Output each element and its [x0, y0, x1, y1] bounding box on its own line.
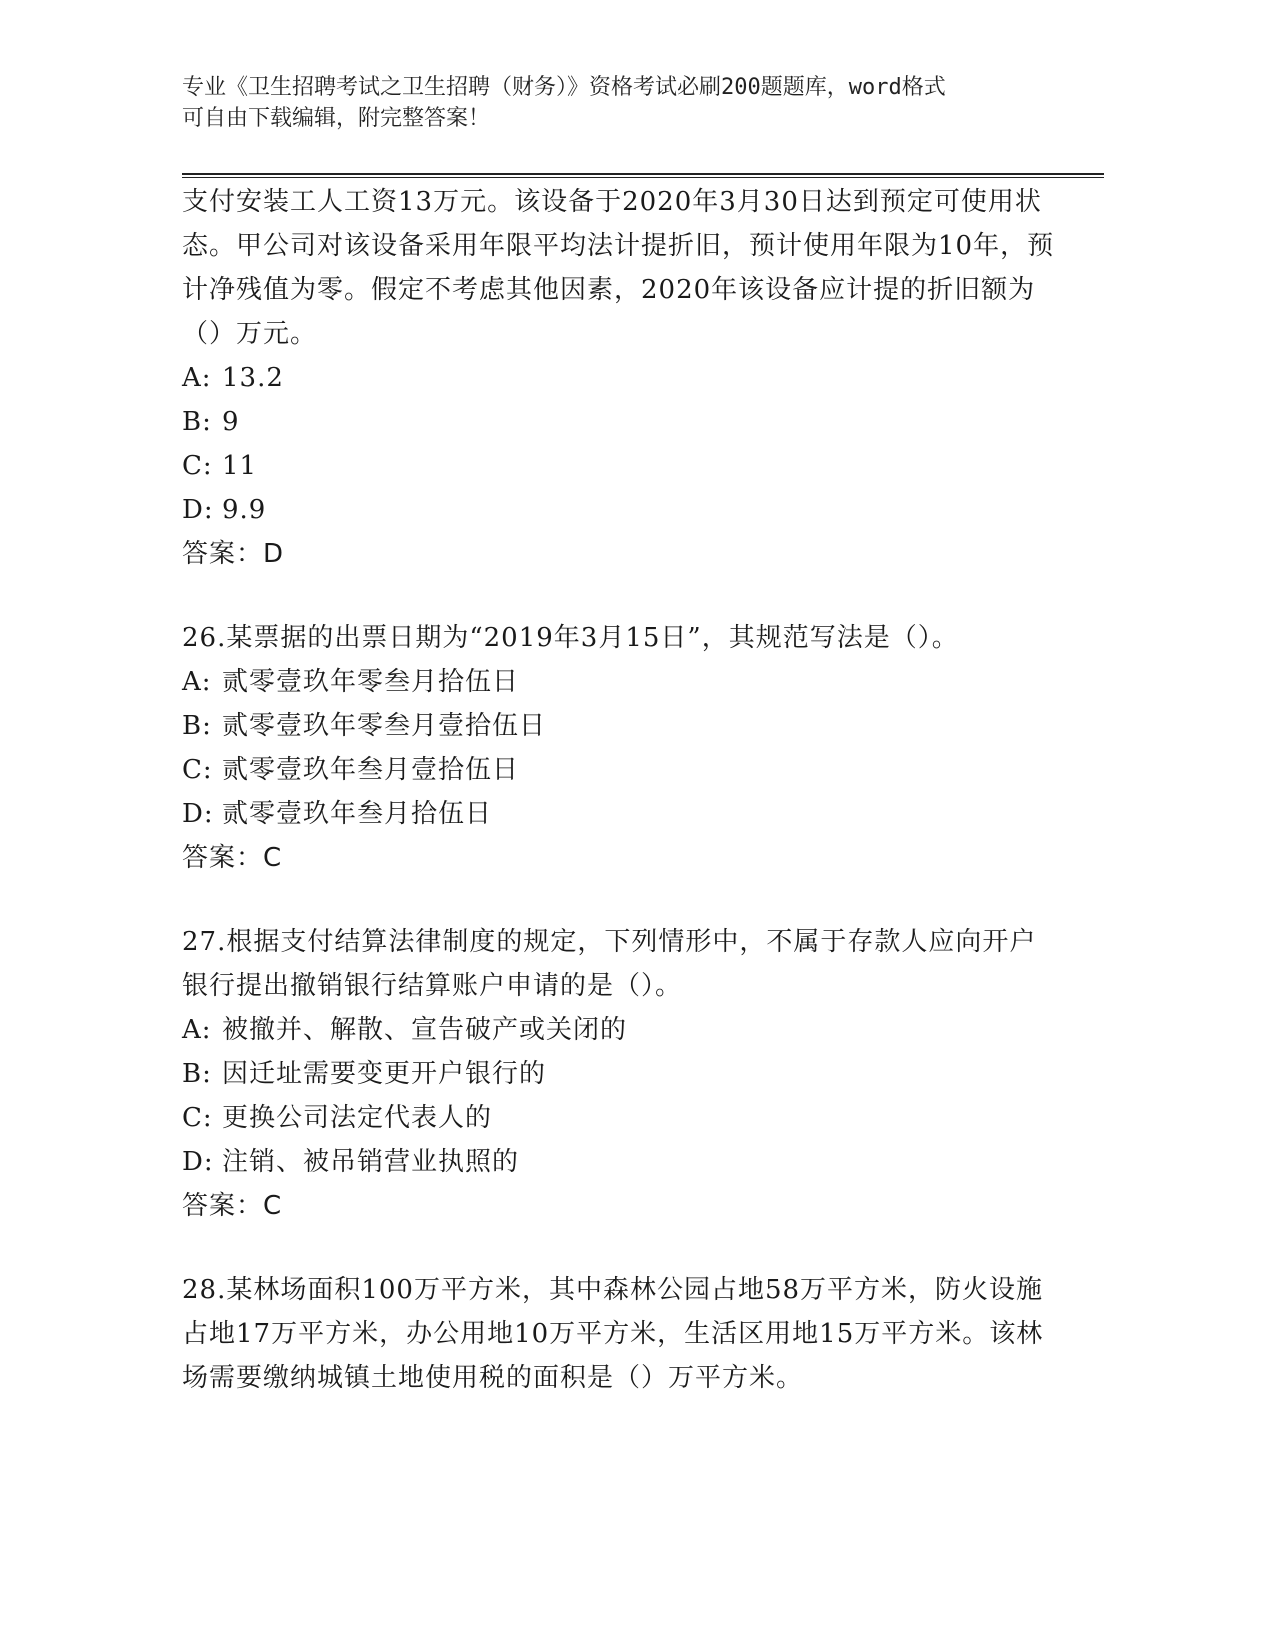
option-c: [182, 444, 1062, 488]
option-c: [182, 748, 1062, 792]
option-a: [182, 356, 1062, 400]
option-b: [182, 400, 1062, 444]
option-letter: C:: [182, 451, 213, 481]
header-title-line1: 专业《卫生招聘考试之卫生招聘（财务）》资格考试必刷200题题库，word格式: [182, 75, 946, 100]
answer: 答案：D: [182, 539, 285, 569]
option-b: [182, 704, 1062, 748]
option-a: [182, 660, 1062, 704]
option-letter: D:: [182, 799, 214, 829]
option-letter: A:: [182, 667, 212, 697]
option-c: [182, 1096, 1062, 1140]
option-letter: D:: [182, 1147, 214, 1177]
question-text: 支付安装工人工资13万元。该设备于2020年3月30日达到预定可使用状态。甲公司对该设备采用年限平均法计提折旧，预计使用年限为10年，预计净残值为零。假定不考虑其他因素，2020年该设备应计提的折旧额为（）万元。: [182, 187, 1055, 349]
option-letter: D:: [182, 495, 214, 525]
option-text: 因迁址需要变更开户银行的: [222, 1059, 547, 1089]
option-b: [182, 1052, 1062, 1096]
question-text: 26.某票据的出票日期为“2019年3月15日”，其规范写法是（）。: [182, 623, 959, 653]
option-text: 9: [222, 407, 240, 437]
page-header: [182, 72, 1062, 134]
option-a: [182, 1008, 1062, 1052]
option-letter: B:: [182, 711, 212, 741]
question-list: [182, 180, 1062, 1440]
option-text: 11: [222, 451, 258, 481]
option-letter: C:: [182, 755, 213, 785]
option-text: 13.2: [222, 363, 284, 393]
option-text: 贰零壹玖年叁月拾伍日: [222, 799, 493, 829]
option-text: 注销、被吊销营业执照的: [222, 1147, 520, 1177]
header-title-line2: 可自由下载编辑，附完整答案！: [182, 106, 491, 131]
option-letter: B:: [182, 407, 212, 437]
header-divider: [182, 173, 1104, 178]
option-d: [182, 792, 1062, 836]
option-text: 被撤并、解散、宣告破产或关闭的: [222, 1015, 628, 1045]
question-text: 27.根据支付结算法律制度的规定，下列情形中，不属于存款人应向开户银行提出撤销银行结算账户申请的是（）。: [182, 927, 1037, 1001]
option-letter: C:: [182, 1103, 213, 1133]
option-text: 9.9: [222, 495, 267, 525]
option-text: 更换公司法定代表人的: [222, 1103, 493, 1133]
option-letter: A:: [182, 1015, 212, 1045]
question-25-continued: [182, 180, 1062, 576]
option-d: [182, 488, 1062, 532]
option-text: 贰零壹玖年零叁月拾伍日: [222, 667, 520, 697]
question-28: [182, 1268, 1062, 1400]
answer: 答案：C: [182, 843, 283, 873]
option-text: 贰零壹玖年零叁月壹拾伍日: [222, 711, 547, 741]
answer: 答案：C: [182, 1191, 283, 1221]
question-text: 28.某林场面积100万平方米，其中森林公园占地58万平方米，防火设施占地17万平方米，办公用地10万平方米，生活区用地15万平方米。该林场需要缴纳城镇土地使用税的面积是（）万平方米。: [182, 1275, 1044, 1393]
option-text: 贰零壹玖年叁月壹拾伍日: [222, 755, 520, 785]
option-letter: A:: [182, 363, 212, 393]
question-26: [182, 616, 1062, 880]
question-27: [182, 920, 1062, 1228]
option-letter: B:: [182, 1059, 212, 1089]
option-d: [182, 1140, 1062, 1184]
